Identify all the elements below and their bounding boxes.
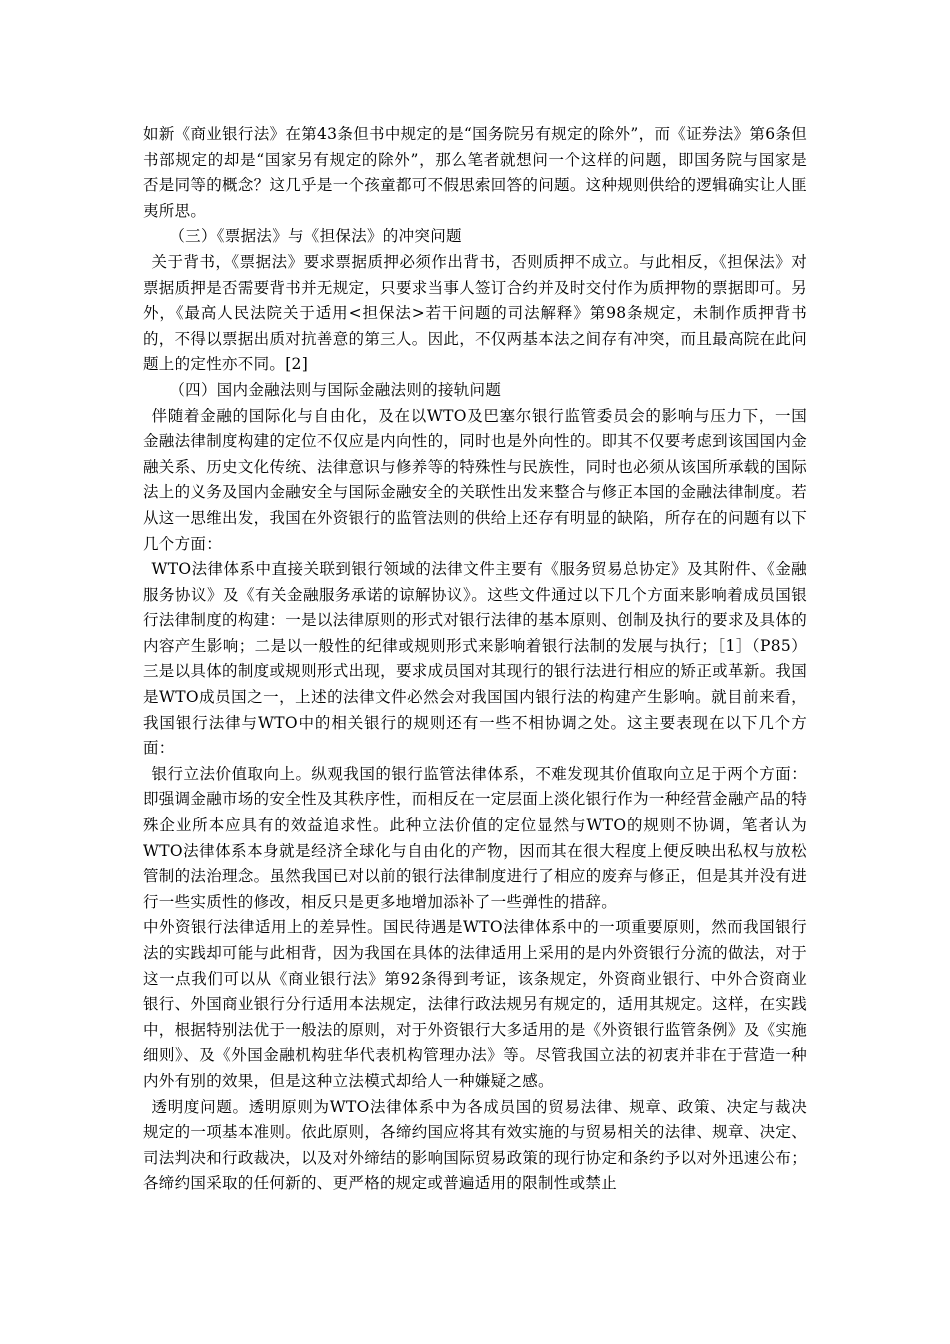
paragraph-internationalization: 伴随着金融的国际化与自由化，及在以WTO及巴塞尔银行监管委员会的影响与压力下，一国金融法律制度构建的定位不仅应是内向性的，同时也是外向性的。即其不仅要考虑到该国国内金融关系、历史文化传统、法律意识与修养等的特殊性与民族性，同时也必须从该国所承载的国际法上的义务及国内金融安全与国际金融安全的关联性出发来整合与修正本国的金融法律制度。若从这一思维出发，我国在外资银行的监管法则的供给上还存有明显的缺陷，所存在的问题有以下几个方面： — [143, 406, 807, 553]
paragraph-legislative-value: 银行立法价值取向上。纵观我国的银行监管法律体系，不难发现其价值取向立足于两个方面：即强调金融市场的安全性及其秩序性，而相反在一定层面上淡化银行作为一种经营金融产品的特殊企业所本应具有的效益追求性。此种立法价值的定位显然与WTO的规则不协调，笔者认为WTO法律体系本身就是经济全球化与自由化的产物，因而其在很大程度上便反映出私权与放松管制的法治理念。虽然我国已对以前的银行法律制度进行了相应的废弃与修正，但是其并没有进行一些实质性的修改，相反只是更多地增加添补了一些弹性的措辞。 — [143, 764, 807, 911]
paragraph-wto-legal-documents: WTO法律体系中直接关联到银行领域的法律文件主要有《服务贸易总协定》及其附件、《金融服务协议》及《有关金融服务承诺的谅解协议》。这些文件通过以下几个方面来影响着成员国银行法律制度的构建：一是以法律原则的形式对银行法律的基本原则、创制及执行的要求及具体的内容产生影响；二是以一般性的纪律或规则形式来影响着银行法制的发展与执行；［1］（P85）三是以具体的制度或规则形式出现，要求成员国对其现行的银行法进行相应的矫正或革新。我国是WTO成员国之一，上述的法律文件必然会对我国国内银行法的构建产生影响。就目前来看，我国银行法律与WTO中的相关银行的规则还有一些不相协调之处。这主要表现在以下几个方面： — [143, 560, 807, 758]
paragraph-endorsement: 关于背书，《票据法》要求票据质押必须作出背书，否则质押不成立。与此相反，《担保法》对票据质押是否需要背书并无规定，只要求当事人签订合约并及时交付作为质押物的票据即可。另外，《最高人民法院关于适用<担保法>若干问题的司法解释》第98条规定，未制作质押背书的，不得以票据出质对抗善意的第三人。因此，不仅两基本法之间存有冲突，而且最高院在此问题上的定性亦不同。[2] — [143, 252, 807, 374]
document-body — [143, 122, 807, 1197]
section-heading-three: （三）《票据法》与《担保法》的冲突问题 — [169, 227, 462, 246]
section-heading-four: （四）国内金融法则与国际金融法则的接轨问题 — [169, 380, 502, 399]
paragraph-transparency: 透明度问题。透明原则为WTO法律体系中为各成员国的贸易法律、规章、政策、决定与裁决规定的一项基本准则。依此原则，各缔约国应将其有效实施的与贸易相关的法律、规章、决定、司法判决和行政裁决，以及对外缔结的影响国际贸易政策的现行协定和条约予以对外迅速公布；各缔约国采取的任何新的、更严格的规定或普遍适用的限制性或禁止 — [143, 1097, 807, 1193]
paragraph-national-treatment: 中外资银行法律适用上的差异性。国民待遇是WTO法律体系中的一项重要原则，然而我国银行法的实践却可能与此相背，因为我国在具体的法律适用上采用的是内外资银行分流的做法，对于这一点我们可以从《商业银行法》第92条得到考证，该条规定，外资商业银行、中外合资商业银行、外国商业银行分行适用本法规定，法律行政法规另有规定的，适用其规定。这样，在实践中，根据特别法优于一般法的原则，对于外资银行大多适用的是《外资银行监管条例》及《实施细则》、及《外国金融机构驻华代表机构管理办法》等。尽管我国立法的初衷并非在于营造一种内外有别的效果，但是这种立法模式却给人一种嫌疑之感。 — [143, 918, 807, 1090]
paragraph-continuation: 如新《商业银行法》在第43条但书中规定的是“国务院另有规定的除外”，而《证券法》第6条但书部规定的却是“国家另有规定的除外”，那么笔者就想问一个这样的问题，即国务院与国家是否是同等的概念？这几乎是一个孩童都可不假思索回答的问题。这种规则供给的逻辑确实让人匪夷所思。 — [143, 125, 807, 220]
